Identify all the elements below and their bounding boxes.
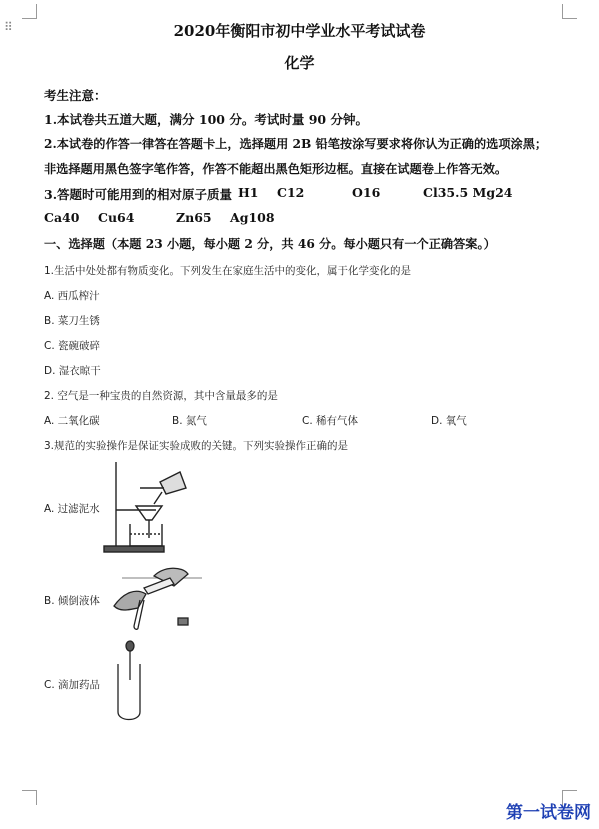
dropper-test-tube-illustration	[110, 640, 150, 722]
q2-option-a: A. 二氧化碳	[44, 415, 100, 427]
q1-option-c: C. 瓷碗破碎	[44, 340, 101, 352]
crop-mark-top-right	[562, 4, 577, 19]
q1-option-b: B. 菜刀生锈	[44, 315, 100, 327]
q3-stem: 3.规范的实验操作是保证实验成败的关键。下列实验操作正确的是	[44, 440, 349, 452]
section-heading: 一、选择题（本题 23 小题，每小题 2 分，共 46 分。每小题只有一个正确答案。）	[44, 237, 496, 251]
atomic-mass-label: 3.答题时可能用到的相对原子质量	[44, 187, 233, 202]
page-title: 2020年衡阳市初中学业水平考试试卷	[173, 22, 426, 40]
q1-stem: 1.生活中处处都有物质变化。下列发生在家庭生活中的变化，属于化学变化的是	[44, 265, 412, 277]
q2-option-c: C. 稀有气体	[302, 415, 359, 427]
q3-option-c: C. 滴加药品	[44, 679, 101, 691]
drag-handle-icon[interactable]: ⠿	[4, 20, 11, 34]
note-line-2: 2.本试卷的作答一律答在答题卡上，选择题用 2B 铅笔按涂写要求将你认为正确的选项涂黑；	[44, 137, 548, 151]
q2-stem: 2. 空气是一种宝贵的自然资源，其中含量最多的是	[44, 390, 278, 402]
site-watermark: 第一试卷网	[506, 803, 591, 823]
q2-option-d: D. 氧气	[431, 415, 467, 427]
crop-mark-bottom-left	[22, 790, 37, 805]
q1-option-a: A. 西瓜榨汁	[44, 290, 100, 302]
notes-heading: 考生注意：	[44, 88, 107, 103]
crop-mark-top-left	[22, 4, 37, 19]
q2-option-b: B. 氮气	[172, 415, 207, 427]
pouring-liquid-illustration	[104, 562, 204, 634]
atomic-mass-c: C12	[277, 185, 305, 200]
q3-option-a: A. 过滤泥水	[44, 503, 100, 515]
atomic-mass-h: H1	[238, 185, 259, 200]
filtration-apparatus-illustration	[100, 458, 200, 556]
note-line-3: 非选择题用黑色签字笔作答，作答不能超出黑色矩形边框。直接在试题卷上作答无效。	[44, 162, 508, 176]
atomic-mass-ag: Ag108	[230, 210, 275, 225]
atomic-mass-ca: Ca40	[44, 210, 80, 225]
atomic-mass-cu: Cu64	[98, 210, 135, 225]
q1-option-d: D. 湿衣晾干	[44, 365, 101, 377]
atomic-mass-cl-mg: Cl35.5 Mg24	[423, 185, 513, 200]
q3-option-b: B. 倾倒液体	[44, 595, 100, 607]
note-line-1: 1.本试卷共五道大题，满分 100 分。考试时量 90 分钟。	[44, 112, 368, 127]
subject-title: 化学	[284, 54, 315, 72]
atomic-mass-o: O16	[352, 185, 381, 200]
atomic-mass-zn: Zn65	[176, 210, 212, 225]
